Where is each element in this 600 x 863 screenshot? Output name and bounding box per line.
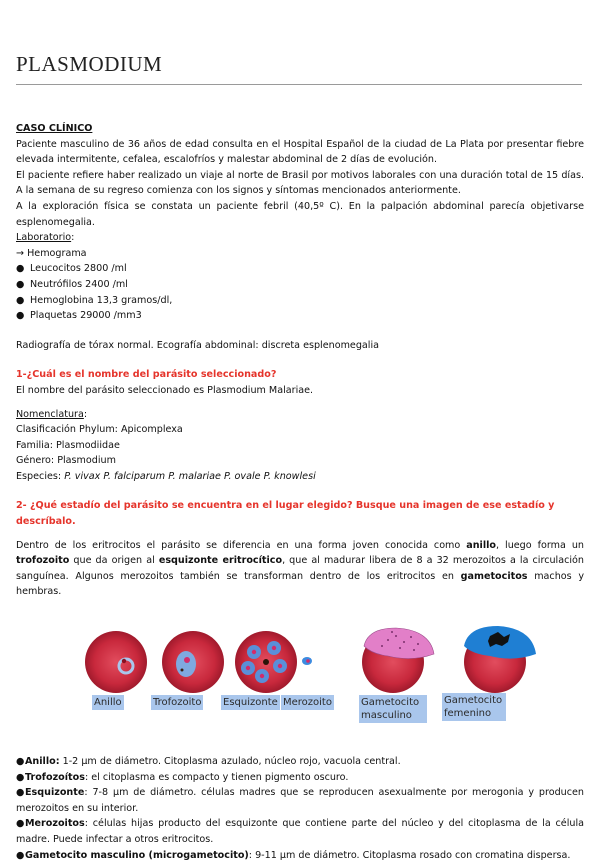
stage-item: ●Anillo: 1-2 μm de diámetro. Citoplasma azulado, núcleo rojo, vacuola central. [16, 756, 401, 768]
case-paragraph-2: El paciente refiere haber realizado un viaje al norte de Brasil por motivos laborales con una duración total de 15 días. A la semana de su regreso comienza con los signos y síntomas mencionados anteriormente. [16, 169, 584, 197]
stage-item: ●Merozoitos: células hijas producto del esquizonte que contiene parte del núcleo y del citoplasma de la célula madre. Puede infectar a otros eritrocitos. [16, 818, 584, 845]
caption-anillo: Anillo [94, 697, 122, 709]
trophozoite-cell [162, 631, 224, 693]
lab-item: ● Neutrófilos 2400 /ml [16, 278, 128, 290]
document-body [16, 121, 584, 863]
lab-item: ● Plaquetas 29000 /mm3 [16, 310, 142, 322]
case-paragraph-1: Paciente masculino de 36 años de edad consulta en el Hospital Español de la ciudad de La Plata por presentar fiebre elevada intermitente, cefalea, escalofríos y malestar abdominal de 2 días de evolución. [16, 138, 584, 166]
lab-label-line: Laboratorio: [16, 232, 75, 244]
female-gametocyte-cell [464, 626, 536, 693]
lab-item: ● Leucocitos 2800 /ml [16, 263, 127, 275]
family-line: Familia: Plasmodiidae [16, 439, 120, 451]
stage-item: ●Trofozoítos: el citoplasma es compacto y tienen pigmento oscuro. [16, 771, 349, 783]
nomenclature-label-line: Nomenclatura: [16, 408, 88, 420]
classification-line: Clasificación Phylum: Apicomplexa [16, 424, 183, 436]
hemograma-line: → Hemograma [16, 247, 87, 259]
nomenclature-label: Nomenclatura [16, 408, 84, 420]
question-2: 2- ¿Qué estadío del parásito se encuentra en el lugar elegido? Busque una imagen de ese estadío y descríbalo. [16, 500, 555, 528]
title-divider [16, 84, 582, 85]
species-list: P. vivax P. falciparum P. malariae P. ovale P. knowlesi [64, 470, 316, 482]
lab-item: ● Hemoglobina 13,3 gramos/dl, [16, 294, 173, 306]
schizont-cell [235, 631, 297, 693]
merozoite [302, 657, 312, 665]
caption-gametocito-femenino: Gametocito femenino [442, 693, 506, 721]
caption-merozoito: Merozoito [283, 697, 332, 709]
caption-gametocito-masculino: Gametocito masculino [359, 695, 427, 723]
page-title: PLASMODIUM [16, 52, 163, 76]
radiography-line: Radiografía de tórax normal. Ecografía abdominal: discreta esplenomegalia [16, 339, 380, 351]
stage-item: ●Esquizonte: 7-8 μm de diámetro. células madres que se reproducen asexualmente por merogonia y producen merozoitos en su interior. [16, 787, 584, 814]
caption-esquizonte: Esquizonte [223, 697, 278, 709]
stage-item: ●Gametocito masculino (microgametocito): 9-11 μm de diámetro. Citoplasma rosado con cromatina dispersa. [16, 849, 571, 861]
case-heading: CASO CLÍNICO [16, 123, 93, 134]
stage-description-paragraph: Dentro de los eritrocitos el parásito se diferencia en una forma joven conocida como anillo, luego forma un trofozoito que da origen al esquizonte eritrocítico, que al madurar libera de 8 a 32 merozoitos a la circulación sanguínea. Algunos merozoitos también se transforman dentro de los eritrocitos en gametocitos machos y hembras. [16, 539, 585, 598]
question-1: 1-¿Cuál es el nombre del parásito seleccionado? [16, 369, 277, 381]
stage-list [16, 754, 584, 863]
genus-line: Género: Plasmodium [16, 455, 116, 467]
stages-illustration [16, 604, 584, 754]
lab-label: Laboratorio [16, 232, 72, 244]
case-paragraph-3: A la exploración física se constata un paciente febril (40,5º C). En la palpación abdominal parecía objetivarse esplenomegalia. [16, 200, 584, 228]
species-line: Especies: P. vivax P. falciparum P. malariae P. ovale P. knowlesi [16, 470, 316, 482]
caption-trofozoito: Trofozoito [153, 697, 202, 709]
answer-1: El nombre del parásito seleccionado es Plasmodium Malariae. [16, 384, 314, 396]
male-gametocyte-cell [362, 628, 434, 693]
plasmodium-stages-figure [16, 604, 584, 754]
ring-stage-cell [85, 631, 147, 693]
